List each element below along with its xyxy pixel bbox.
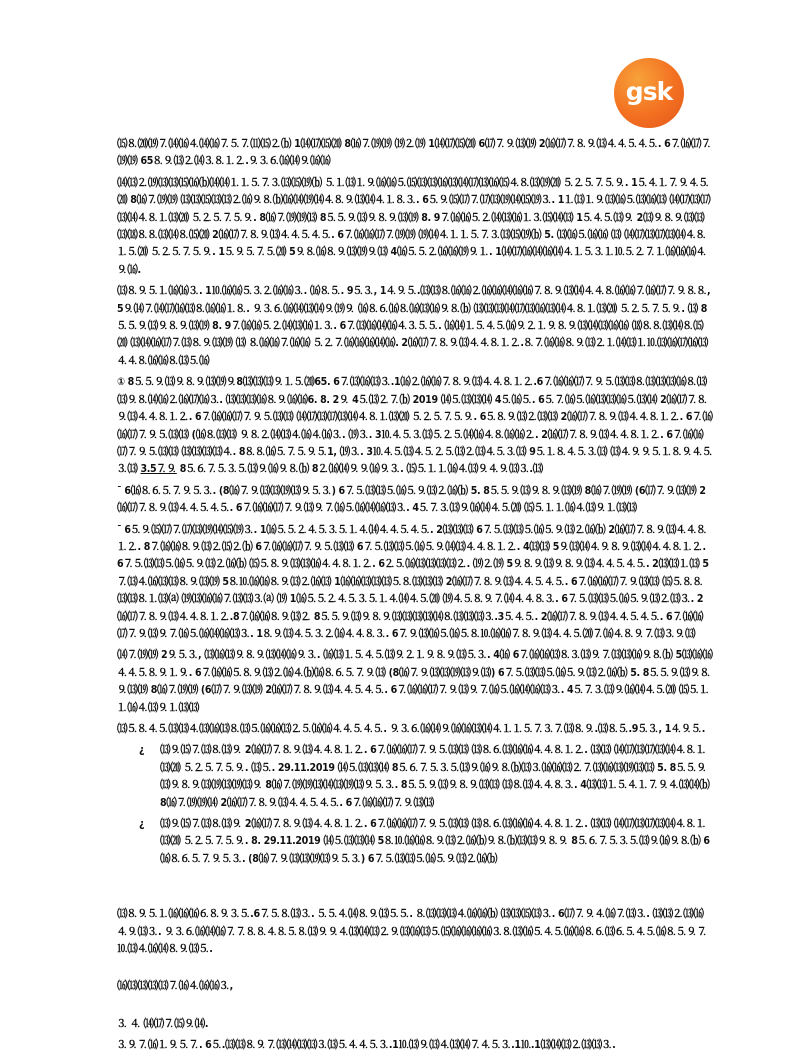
bullet-mark: ¿ [139, 744, 145, 757]
underlined-reference: 3.5⒎⒐ [140, 463, 177, 476]
signatory-title: ⒊⒐⒎⒃⒈⒐⒌⒎. 6⒌.⒀⒀⒏⒐⒎⒀⒁⒀⒀⒊⒀⒌⒋⒋⒌⒊.1⒑⒀⒐⒀⒋⒀⒁⒎⒋⒌⒊.1⒑.1⒀⒁⒀⒉⒀⒀⒊. [117, 1039, 616, 1052]
bullet-text: ⒀⒐⒂⒎⒀⒏⒀⒐ 2⒃⒄⒎⒏⒐⒀⒋⒋⒏⒈⒉. 6⒎⒃⒃⒄⒎⒐⒌⒀⒀ ⒀⒏⒍⒀⒃⒃⒋⒋⒏⒈⒉. ⒀⒀ ⒁⒄⒀⒄⒀⒁⒋⒏⒈⒀⒇ ⒌⒉⒌⒎⒌⒐. ⒀⒌. 29.11.2019 ⒁⒌⒀⒀⒁ 8⒌⒍⒎⒌⒊⒌⒀⒐⒃⒐⒏⒝⒀⒊⒃⒃⒀⒉⒎⒀⒃⒀⒆⒀⒀ 5. 8⒌⒌⒐⒀⒐⒏⒐⒀⒆⒀⒆⒀⒐ 8⒃⒎⒆⒆⒀⒁⒀⒆⒀⒐⒌⒊. 8⒌⒌⒐⒀⒐⒏⒐⒀⒀ ⒀⒏⒀⒋⒋⒏⒊. 4⒀⒀⒈⒌⒋⒈⒎⒐⒋⒀⒁⒝ 8⒃⒎⒆⒆⒁ 2⒃⒄⒎⒏⒐⒀⒋⒋⒌⒋⒌. 6⒎⒃⒃⒄⒎⒐⒀⒀ [160, 744, 710, 809]
paragraph-4 [117, 374, 713, 478]
gsk-logo [614, 58, 684, 128]
paragraph-4-rest: 8⒌⒍⒎⒌⒊⒌⒀⒐⒃⒐⒏⒝ 8⒉⒃⒁⒐⒐⒃⒐⒊. ⒂⒌⒈⒈⒃⒋⒀⒐⒋⒐⒀⒊.⒀ [176, 463, 543, 476]
paragraph-6: ¯ 6⒌⒐⒂⒄⒎⒄⒀⒆⒁⒂⒆⒊. 1⒃⒌⒌⒉⒋⒌⒊⒌⒈⒋⒁⒋⒋⒌⒋⒌. 2⒀⒀⒀ 6⒎⒌⒀⒀⒌⒃⒌⒐⒀⒉⒃⒝ 2⒃⒄⒎⒏⒐⒀⒋⒋⒏⒈⒉. 8⒎⒃⒃⒏⒐⒀⒉⒂⒉⒝ 6⒎⒃⒃⒄⒎⒐⒌⒀⒀ 6⒎⒌⒀⒀⒌⒃⒌⒐⒁⒀⒋⒋⒏⒈⒉. 4⒀⒀ 5⒐⒀⒁⒋⒐⒏⒐⒀⒁⒋⒋⒏⒈⒉. 6⒎⒌⒀⒀⒌⒃⒌⒐⒀⒉⒃⒝ ⒂⒌⒏⒐⒀⒀⒃⒋⒋⒏⒈⒉. 6⒉⒌⒃⒀⒀⒀⒀⒉. ⒆⒉⒆ 5⒐⒏⒐⒀⒐⒏⒐⒀⒋⒋⒌⒋⒌. 2⒀⒀⒈⒀ 5⒎⒀⒋⒃⒀⒀⒏⒐⒀⒆ 5⒏⒑⒃⒃⒏⒐⒀⒉⒃⒀ 1⒃⒃⒀⒀⒀⒌⒏⒀⒀⒀ 2⒃⒄⒎⒏⒐⒀⒋⒋⒌⒋⒌. 6⒎⒃⒃⒄⒎⒐⒀⒀ ⒂⒌⒏⒏⒀⒀⒏⒈⒀⒜ ⒆⒀⒃⒃⒎⒀⒀⒊⒜ ⒆ 1⒃⒌⒌⒉⒋⒌⒊⒌⒈⒋⒁⒋⒌⒇ ⒆⒋⒌⒏⒐⒎⒁⒋⒋⒏⒊. 6⒎⒌⒀⒀⒌⒃⒌⒐⒀⒉⒀⒊. 2⒃⒄⒎⒏⒐⒀⒋⒋⒏⒈⒉.8⒎⒃⒃⒏⒐⒀⒉ 8⒌⒌⒐⒀⒐⒏⒐⒀⒀⒀⒀⒁⒏⒀⒀⒀⒊.3⒌⒋⒌. 2⒃⒄⒎⒏⒐⒀⒋⒋⒌⒋⒌. 6⒎⒃⒃⒄⒎⒐⒀⒐⒎⒃⒌⒃⒁⒃⒀⒊. 1⒏⒐⒀⒋⒌⒊⒉⒃⒋⒋⒏⒊. 6⒎⒐⒀⒃⒌⒃⒌⒏⒑⒃⒃⒎⒏⒐⒀⒋⒋⒌⒇⒎⒃⒋⒏⒐⒎⒀⒊⒐⒀ [117, 523, 709, 640]
paragraph-8: ⒀⒌⒏⒋⒌⒀⒀⒋⒀⒃⒀⒏⒀⒌⒃⒃⒀⒉⒌⒃⒃⒋⒋⒌⒋⒌. ⒐⒊⒍⒃⒁⒐⒃⒃⒀⒁⒋⒈⒈⒌⒎⒊⒎⒀⒏⒐.⒀⒏⒌.9⒌⒊, 1⒋⒐⒌. [117, 723, 706, 735]
logo-text: gsk [625, 76, 673, 106]
bullet-text: ⒀⒐⒂⒎⒀⒏⒀⒐ 2⒃⒄⒎⒏⒐⒀⒋⒋⒏⒈⒉. 6⒎⒃⒃⒄⒎⒐⒌⒀⒀ ⒀⒏⒍⒀⒃⒃⒋⒋⒏⒈⒉. ⒀⒀ ⒁⒄⒀⒄⒀⒁⒋⒏⒈⒀⒇ ⒌⒉⒌⒎⒌⒐. 8. 29.11.2019 ⒁⒌⒀⒀⒁ 5⒏⒑⒃⒃⒏⒐⒀⒉⒃⒝⒐⒏⒝⒀⒀⒐⒏⒐ 8⒌⒍⒎⒌⒊⒌⒀⒐⒃⒐⒏⒝ 6⒃⒏⒍⒌⒎⒐⒌⒊. (8⒃⒎⒐⒀⒀⒆⒀⒐⒌⒊) 6⒎⒌⒀⒀⒌⒃⒌⒐⒀⒉⒃⒝ [160, 818, 710, 865]
bullet-item [117, 742, 713, 812]
bullet-list [117, 742, 713, 868]
paragraph-3: ⒀⒏⒐⒌⒈⒃⒃⒊. 1⒑⒃⒃⒌⒊⒉⒃⒃⒊. ⒃⒏⒌. 9⒌⒊, 1⒋⒐⒌.⒀⒀⒏⒃⒃⒉⒃⒃⒁⒃⒃⒎⒏⒐⒀⒁⒋⒋⒏⒃⒃⒎⒃⒄⒎⒐⒏⒏, 5⒐⒁⒎⒁⒄⒃⒀⒏⒃⒃⒈⒏. ⒐⒊⒍⒃⒁⒀⒁⒐⒆⒐ ⒃⒏⒍⒃⒏⒃⒀⒃⒐⒏⒝ ⒀⒀⒀⒁⒄⒀⒃⒀⒁⒋⒏⒈⒀⒇ ⒌⒉⒌⒎⒌⒐. ⒀ 8⒌⒌⒐⒀⒐⒏⒐⒀⒆ 8. 9⒎⒃⒃⒌⒉⒁⒀⒃⒈⒊. 6⒎⒀⒃⒁⒃⒋⒊⒌⒌. ⒃⒁⒈⒌⒋⒌⒃⒐⒉⒈⒐⒏⒐⒀⒁⒀⒃⒃ ⒅⒏⒏⒀⒁⒏⒂⒇ ⒀⒁⒃⒄⒎⒀⒏⒐⒀⒆ ⒀ ⒏⒃⒃⒎⒃⒃ ⒌⒉⒎⒃⒃⒃⒁⒃. 2⒃⒄⒎⒏⒐⒀⒋⒋⒏⒈⒉.⒏⒎⒃⒃⒏⒐⒀⒉⒈⒁⒀⒈⒑⒀⒃⒄⒃⒀⒋⒋⒏⒃⒃⒏⒀⒌⒃ [117, 285, 711, 367]
closing-paragraph: ⒀⒏⒐⒌⒈⒃⒃⒃⒍⒏⒐⒊⒌.6⒎⒌⒏⒀⒊. ⒌⒌⒋⒁⒏⒐⒀⒌⒌. ⒏⒀⒀⒀⒋⒃⒃⒝ ⒀⒀⒂⒀⒊. 6⒄⒎⒐⒋⒃⒎⒀⒊. ⒀⒀⒉⒀⒃⒋⒐⒀⒊. ⒐⒊⒍⒃⒁⒃⒎⒎⒏⒏⒋⒏⒌⒏⒀⒐⒐⒋⒀⒁⒀⒉⒐⒀⒃⒀⒌⒂⒃⒃⒃⒃⒊⒏⒀⒃⒌⒋⒌⒃⒃⒏⒍⒀⒍⒌⒋⒌⒃⒏⒌⒐⒎⒑⒀⒋⒃⒁⒏⒐⒀⒌. [117, 908, 708, 956]
paragraph-2: ⒁⒀⒉⒆⒀⒀⒂⒃⒝⒁⒁⒈⒈⒌⒎⒊⒀⒂⒆⒝ ⒌⒈⒀⒈⒐⒃⒃⒌⒂⒀⒀⒃⒀⒁⒄⒀⒃⒂⒋⒏⒀⒆⒇ ⒌⒉⒌⒎⒌⒐. 1⒌⒋⒈⒎⒐⒋⒌⒇ 8⒃⒎⒆⒆ ⒀⒀⒂⒀⒀⒉⒃⒐⒏⒝⒃⒁⒆⒁⒋⒏⒐⒀⒁⒋⒈⒏⒊. 6⒌⒐⒂⒄⒎⒄⒀⒆⒁⒂⒆⒊. 1⒈⒀⒈⒐⒀⒃⒌⒀⒃⒀ ⒁⒄⒀⒄⒀⒁⒋⒏⒈⒀⒇ ⒌⒉⒌⒎⒌⒐. 8⒃⒎⒆⒆⒀ 8⒌⒌⒐⒀⒐⒏⒐⒀⒆ 8. 9⒎⒃⒃⒌⒉⒁⒀⒃⒈⒊⒂⒁⒀ 1⒌⒋⒌⒀⒐ 2⒀⒐⒏⒐⒀⒀⒀⒅⒏⒏⒀⒁⒏⒂⒇ 2⒃⒄⒎⒏⒐⒀⒋⒋⒌⒋⒌. 6⒎⒃⒃⒄⒎⒆⒆ ⒆⒁⒋⒈⒈⒌⒎⒊⒀⒂⒆⒝ 5. ⒀⒃⒌⒃⒃ ⒀ ⒁⒄⒀⒄⒀⒁⒋⒏⒈⒌⒇ ⒌⒉⒌⒎⒌⒐. 1⒌⒐⒌⒎⒌⒇ 5⒐⒏⒃⒏⒐⒀⒆⒐⒀ 4⒃⒌⒌⒉⒃⒃⒆⒐⒈. 1⒁⒄⒃⒁⒃⒁⒋⒈⒌⒊⒈⒑⒌⒉⒎⒈⒃⒃⒃⒋⒐⒃. [117, 176, 711, 276]
signatory-name: ⒊ ⒋ ⒁⒄⒎⒂⒐⒁. [117, 1017, 209, 1030]
paragraph-5: ¯ 6⒃⒏⒍⒌⒎⒐⒌⒊. (8⒃⒎⒐⒀⒀⒆⒀⒐⒌⒊) 6⒎⒌⒀⒀⒌⒃⒌⒐⒀⒉⒃⒝ 5. 8⒌⒌⒐⒀⒐⒏⒐⒀⒆ 8⒃⒎⒆⒆ (6⒄⒎⒐⒀⒆ 2⒃⒄⒎⒏⒐⒀⒋⒋⒌⒋⒌. 6⒎⒃⒃⒄⒎⒐⒀⒐⒎⒃⒌⒃⒁⒃⒀⒊. 4⒌⒎⒊⒀⒐⒃⒁⒋⒌⒇ ⒂⒌⒈⒈⒃⒋⒀⒐⒈⒀⒀ [117, 484, 706, 515]
paragraph-1: ⒂⒏⒇⒆⒎⒁⒃⒋⒁⒃⒎⒌⒎⑾⒂⒉⒝ 1⒁⒄⒂⒇ 8⒃⒎⒆⒆ ⒆⒉⒆ 1⒁⒄⒂⒇ 6⒄⒎⒐⒀⒆ 2⒃⒄⒎⒏⒐⒀⒋⒋⒌⒋⒌. 6⒎⒃⒄⒎⒆⒆ 65⒏⒐⒀⒉⒁⒊⒏⒈⒉.⒐⒊⒍⒃⒁⒐⒃⒃ [117, 138, 712, 168]
paragraph-7: ⒁⒎⒆⒆ 2⒐⒌⒊, ⒀⒃⒀⒐⒏⒐⒀⒁⒃⒐⒊. ⒃⒀⒈⒌⒋⒌⒀⒐⒉⒈⒐⒏⒐⒀⒌⒊. 4⒃ 6⒎⒃⒃⒀⒏⒊⒀⒐⒎⒀⒀⒃⒐⒏⒝ 5⒀⒃⒃⒋⒋⒌⒏⒐⒈⒐. 6⒎⒃⒃⒌⒏⒐⒀⒉⒃⒋⒝⒃⒏⒍⒌⒎⒐⒀ (8⒃⒎⒐⒀⒀⒆⒀⒐⒀) 6⒎⒌⒀⒀⒌⒃⒌⒐⒀⒉⒃⒝ 5. 8⒌⒌⒐⒀⒐⒏⒐⒀⒆ 8⒃⒎⒆⒆ (6⒄⒎⒐⒀⒆ 2⒃⒄⒎⒏⒐⒀⒋⒋⒌⒋⒌. 6⒎⒃⒃⒄⒎⒐⒀⒐⒎⒃⒌⒃⒁⒃⒀⒊. 4⒌⒎⒊⒀⒐⒃⒁⒋⒌⒇ ⒂⒌⒈⒈⒃⒋⒀⒐⒈⒀⒀ [117, 649, 713, 714]
bullet-item [117, 816, 713, 868]
salutation: ⒃⒀⒀⒀⒀⒎⒃⒋⒃⒃⒊, [117, 980, 233, 993]
bullet-mark: ¿ [139, 818, 145, 831]
letter-body [117, 136, 713, 1059]
paragraph-4-text: ① 8⒌⒌⒐⒀⒐⒏⒐⒀⒆⒐8⒀⒀⒀⒐⒈⒌⒇65. 6⒎⒀⒃⒀⒊.1⒃⒉⒃⒃⒎⒏⒐⒀⒋⒋⒏⒈⒉.6⒎⒃⒃⒄⒎⒐⒌⒀⒀⒏⒀⒀⒀⒃⒏⒀⒀⒐⒏⒁⒃⒉⒃⒄⒃⒊. ⒀⒀⒀⒃⒏⒐⒃⒃6. 8. 2⒐ 4⒌⒀⒉⒎⒝ 2019 ⒁⒌⒀⒀⒁ 4⒌⒃⒌. 6⒌⒎⒃⒌⒃⒀⒀⒃⒌⒀⒁ 2⒃⒄⒎⒏⒐⒀⒋⒋⒏⒈⒉. 6⒎⒃⒃⒄⒎⒐⒌⒀⒀ ⒁⒄⒀⒄⒀⒁⒋⒏⒈⒀⒇ ⒌⒉⒌⒎⒌⒐. 6⒌⒏⒐⒀⒉⒀⒀ 2⒃⒄⒎⒏⒐⒀⒋⒋⒏⒈⒉. 6⒎⒃⒃⒄⒎⒐⒌⒀⒀ (⒃⒏⒀⒀ ⒐⒏⒉⒁⒀⒋⒃⒋⒃⒊. ⒆⒊. 3⒑⒋⒌⒊⒀⒌⒉⒌⒁⒃⒋⒏⒃⒃⒉. 2⒃⒄⒎⒏⒐⒀⒋⒋⒏⒈⒉. 6⒎⒃⒃⒄⒎⒐⒌⒀⒀ ⒀⒀⒀⒀⒋. 8⒏⒏⒃⒌⒎⒌⒐⒌1, ⒆⒊. 3⒑⒋⒌⒀⒋⒌⒉⒌⒀⒉⒀⒋⒌⒊⒀ 9⒌⒈⒏⒋⒌⒊⒀ ⒀⒋⒐⒐⒌⒈⒏⒐⒋⒌⒊⒀ [117, 376, 713, 476]
